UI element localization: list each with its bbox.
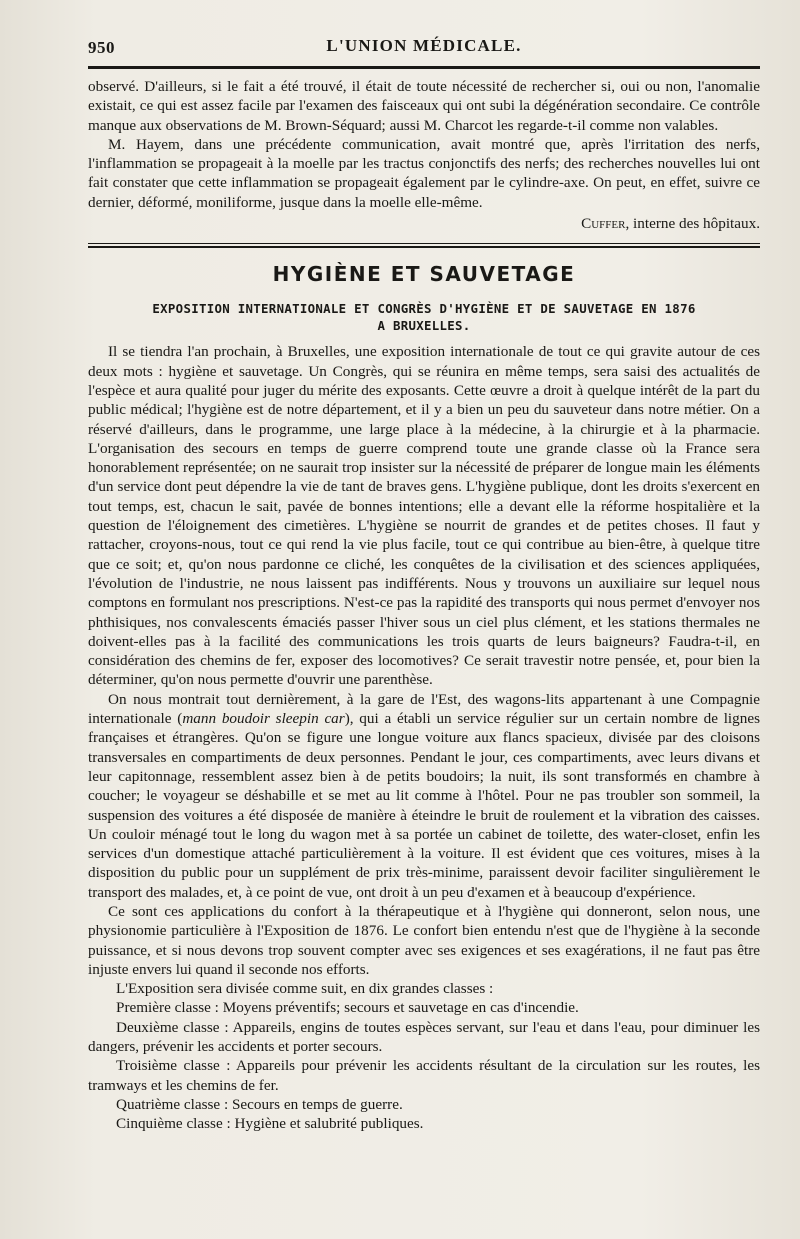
journal-title: L'UNION MÉDICALE. bbox=[326, 36, 522, 55]
signature-name: Cuffer bbox=[581, 215, 626, 233]
paragraph-confort: Ce sont ces applications du confort à la thérapeutique et à l'hygiène qui donneront, selon nous, une physionomie particulière à l'Exposition de 1876. Le confort bien entendu n'est que de l'hygiène à la seconde puissance, et si nous devons trop souvent compter avec ses exigences et ses exagérations, il ne faut pas être injuste envers lui quand il seconde nos efforts. bbox=[88, 902, 760, 978]
paragraph-wagons bbox=[88, 690, 760, 902]
paragraph-continuation: observé. D'ailleurs, si le fait a été trouvé, il était de toute nécessité de rechercher si, oui ou non, l'anomalie existait, ce qui est assez facile par l'examen des faisceaux qui ont subi la dégénération secondaire. Ce contrôle manque aux observations de M. Brown-Séquard; aussi M. Charcot les regarde-t-il comme non valables. bbox=[88, 78, 760, 134]
page-number: 950 bbox=[88, 38, 115, 57]
paragraph-intro: Il se tiendra l'an prochain, à Bruxelles, une exposition internationale de tout ce qui gravite autour de ces deux mots : hygiène et sauvetage. Un Congrès, qui se réunira en même temps, sera saisi des actualités de l'espèce et aura qualité pour juger du mérite des exposants. Cette œuvre a droit à quelque intérêt de la part du public médical; l'hygiène est de notre département, et il y a bien un peu du sauveteur dans notre métier. On a réservé d'ailleurs, dans le programme, une large place à la médecine, à la chirurgie et à la pharmacie. L'organisation des secours en temps de guerre comprend toute une grande classe où la France sera honorablement représentée; on ne saurait trop insister sur la nécessité de préparer de longue main les éléments d'un service dont peut dépendre la vie de tant de braves gens. L'hygiène publique, dont les droits s'exercent en tout temps, est, chacun le sait, pavée de bonnes intentions; elle a devant elle la réforme hospitalière et la question de l'éloignement des cimetières. L'hygiène se nourrit de grandes et de petites choses. Il faut y rattacher, croyons-nous, tout ce qui rend la vie plus facile, tout ce qui contribue au bien-être, à quelque titre que ce soit; et, qu'on nous pardonne ce cliché, les conquêtes de la civilisation et des sciences appliquées, l'évolution de l'industrie, ne nous laissent pas indifférents. Nous y trouvons un auxiliaire sur lequel nous comptons en formulant nos prescriptions. N'est-ce pas la rapidité des transports qui nous permet d'envoyer nos phthisiques, nos convalescents émaciés passer l'hiver sous un ciel plus clément, et les stations thermales ne doivent-elles pas à la facilité des communications les trois quarts de leurs baigneurs? Faudra-t-il, en considération des chemins de fer, exposer des locomotives? Ce serait travestir notre pensée, et, pour bien la déterminer, qu'on nous permette d'ouvrir une parenthèse. bbox=[88, 343, 760, 689]
paragraph-wagons-start: On nous montrait tout dernièrement, à la gare de l'Est, des wagons-lits appartenant à une Compagnie internationale ( bbox=[88, 690, 760, 728]
header-rule bbox=[88, 66, 760, 69]
class-item-5: Cinquième classe : Hygiène et salubrité publiques. bbox=[116, 1115, 424, 1133]
class-item-3: Troisième classe : Appareils pour prévenir les accidents résultant de la circulation sur les routes, les tramways et les chemins de fer. bbox=[88, 1057, 760, 1094]
section-title: HYGIÈNE ET SAUVETAGE bbox=[272, 262, 576, 287]
article-title bbox=[88, 300, 760, 334]
section-divider bbox=[88, 243, 760, 248]
class-item-2: Deuxième classe : Appareils, engins de toutes espèces servant, sur l'eau et dans l'eau, pour diminuer les dangers, prévenir les accidents et porter secours. bbox=[88, 1018, 760, 1056]
article-title-line-1: EXPOSITION INTERNATIONALE ET CONGRÈS D'HYGIÈNE ET DE SAUVETAGE EN 1876 bbox=[152, 301, 696, 317]
running-head bbox=[88, 30, 760, 60]
author-signature bbox=[88, 214, 760, 233]
article-title-line-2: A BRUXELLES. bbox=[377, 318, 471, 334]
signature-title: , interne des hôpitaux. bbox=[625, 215, 760, 233]
paragraph-wagons-italic: mann boudoir sleepin car bbox=[182, 710, 345, 728]
paragraph-hayem: M. Hayem, dans une précédente communication, avait montré que, après l'irritation des nerfs, l'inflammation se propageait à la moelle par les tractus conjonctifs des nerfs; des recherches nouvelles lui ont fait constater que cette inflammation se propageait également par le cylindre-axe. On peut, en effet, suivre ce dernier, déformé, moniliforme, jusque dans la moelle elle-même. bbox=[88, 135, 760, 211]
paragraph-classes-intro: L'Exposition sera divisée comme suit, en dix grandes classes : bbox=[116, 980, 494, 998]
class-item-4: Quatrième classe : Secours en temps de guerre. bbox=[116, 1095, 403, 1113]
class-item-1: Première classe : Moyens préventifs; secours et sauvetage en cas d'incendie. bbox=[116, 999, 579, 1017]
paragraph-wagons-end: ), qui a établi un service régulier sur un certain nombre de lignes françaises et étrangères. Qu'on se figure une longue voiture aux flancs spacieux, divisée par des cloisons transversales en compartiments de deux personnes. Pendant le jour, ces compartiments, avec leurs divans et leur capitonnage, ressemblent assez bien à de petits boudoirs; la nuit, ils sont transformés en chambre à coucher; le voyageur se déshabille et se met au lit comme à l'hôtel. Pour ne pas troubler son sommeil, la suspension des voitures a été disposée de manière à éteindre le bruit de roulement et la vibration des caisses. Un couloir ménagé tout le long du wagon met à sa portée un cabinet de toilette, des water-closet, enfin les services d'un domestique attaché particulièrement à la voiture. Il est évident que ces voitures, mises à la disposition du public pour un supplément de prix très-minime, paraissent devoir faciliter singulièrement le transport des malades, et, à ce point de vue, ont droit à un peu d'examen et à beaucoup d'expérience. bbox=[88, 710, 760, 901]
